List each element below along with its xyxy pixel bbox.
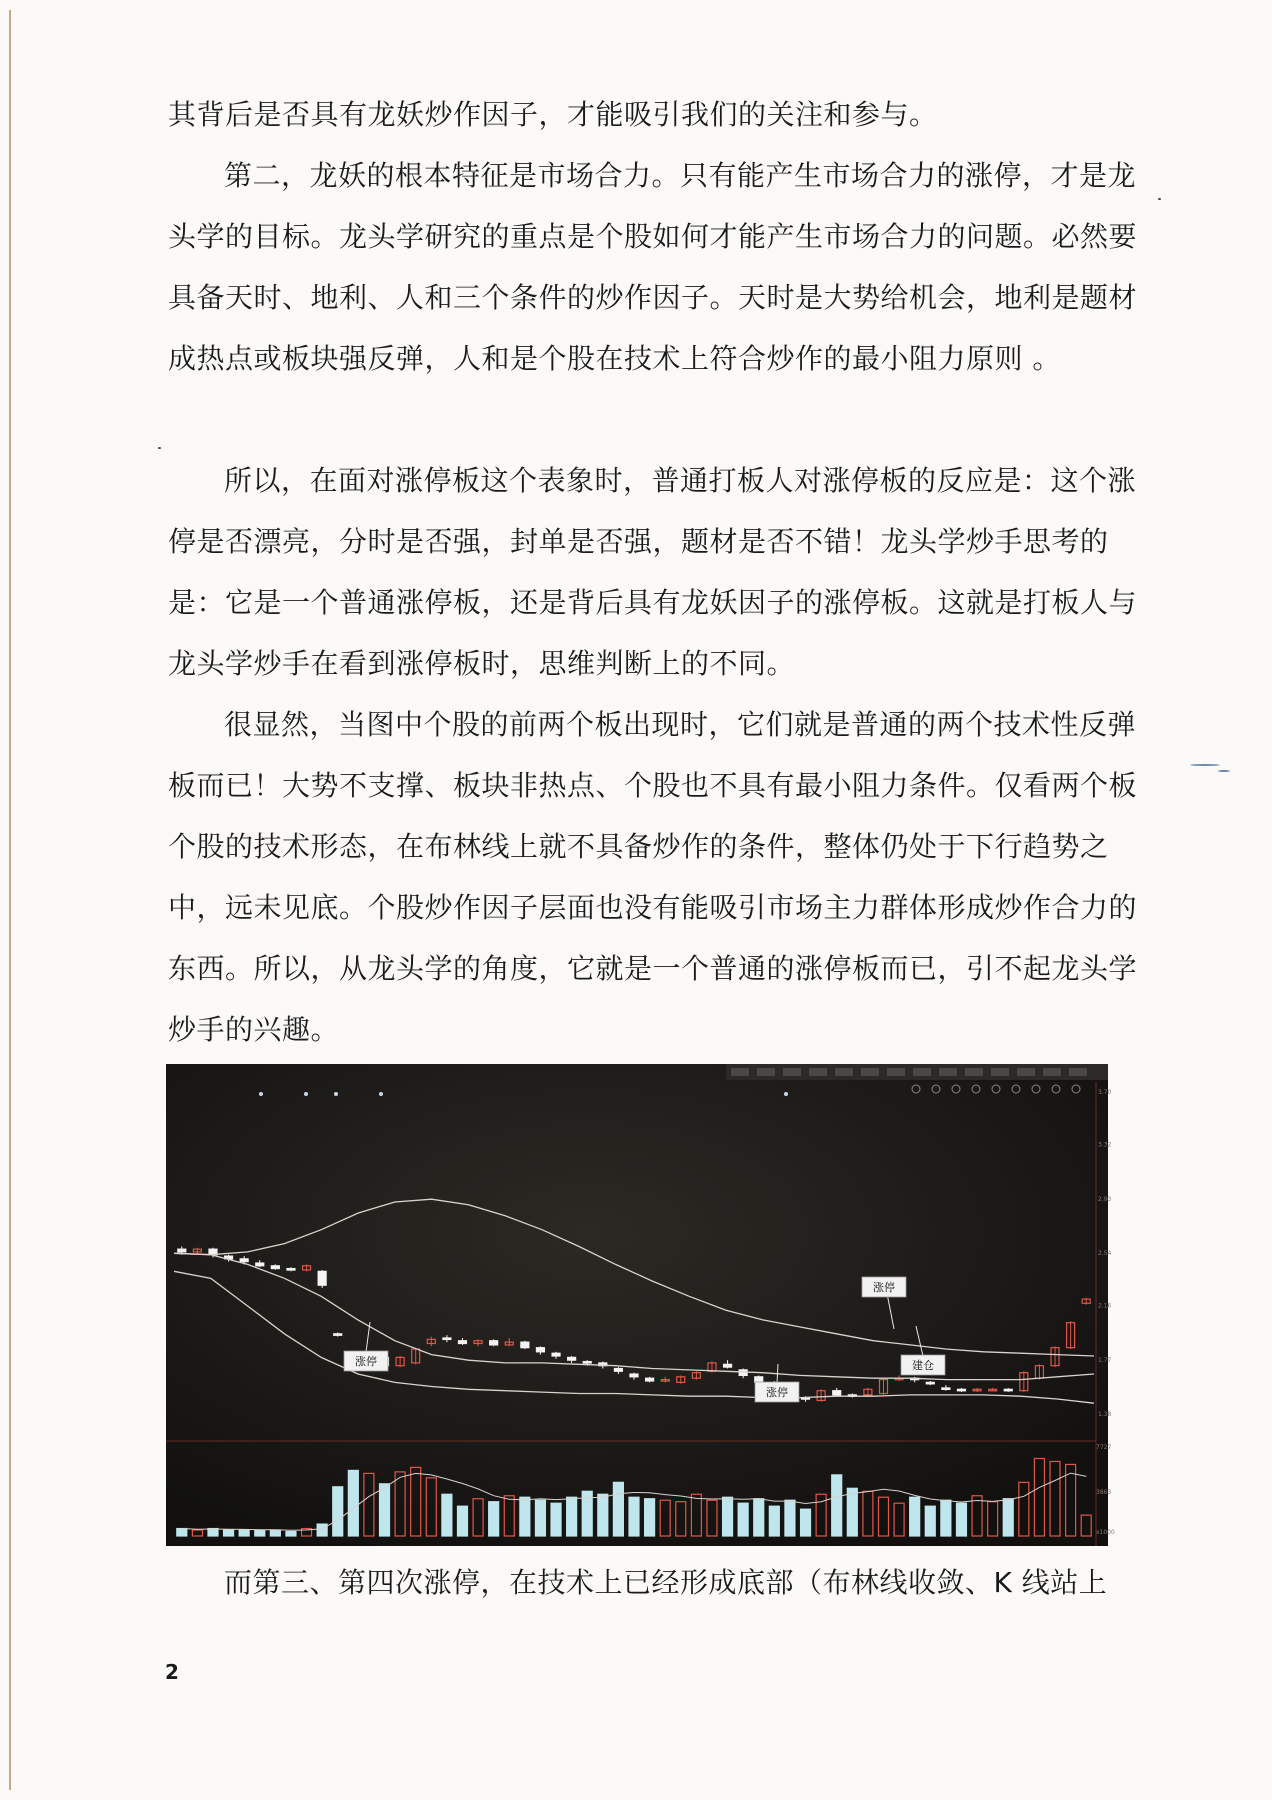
- candle-body: [287, 1269, 295, 1271]
- volume-bar: [224, 1530, 234, 1536]
- price-tick-label: 2.93: [1098, 1195, 1112, 1203]
- signal-dot: [334, 1092, 338, 1096]
- scan-mark: [1190, 764, 1220, 766]
- paragraph-3: 所以，在面对涨停板这个表象时，普通打板人对涨停板的反应是：这个涨停是否漂亮，分时是否强，封单是否强，题材是否不错！龙头学炒手思考的是：它是一个普通涨停板，还是背后具有龙妖因子的涨停板。这就是打板人与龙头学炒手在看到涨停板时，思维判断上的不同。: [168, 464, 1138, 680]
- candle-body: [443, 1338, 451, 1340]
- toolbar-button: [913, 1068, 931, 1076]
- volume-bar: [567, 1497, 577, 1536]
- candle-body: [178, 1249, 186, 1252]
- volume-bar: [457, 1506, 467, 1536]
- paragraph-1: 其背后是否具有龙妖炒作因子，才能吸引我们的关注和参与。: [168, 98, 938, 131]
- scan-speck: [1158, 198, 1161, 200]
- signal-dot: [259, 1092, 263, 1096]
- candle-body: [926, 1382, 934, 1384]
- toolbar-button: [757, 1068, 775, 1076]
- volume-tick-label: x1000: [1096, 1529, 1115, 1536]
- volume-bar: [925, 1506, 935, 1536]
- candle-body: [490, 1341, 498, 1345]
- price-tick-label: 2.54: [1098, 1249, 1112, 1257]
- candle-body: [458, 1341, 466, 1344]
- candle-body: [755, 1377, 763, 1383]
- volume-tick-label: 3863: [1096, 1489, 1112, 1496]
- toolbar-button: [1043, 1068, 1061, 1076]
- toolbar-button: [939, 1068, 957, 1076]
- volume-bar: [317, 1524, 327, 1536]
- paragraph-2: 第二，龙妖的根本特征是市场合力。只有能产生市场合力的涨停，才是龙头学的目标。龙头学研究的重点是个股如何才能产生市场合力的问题。必然要具备天时、地利、人和三个条件的炒作因子。天时是大势给机会，地利是题材成热点或板块强反弹，人和是个股在技术上符合炒作的最小阻力原则 。: [168, 159, 1138, 375]
- volume-bar: [910, 1497, 920, 1536]
- candle-body: [536, 1348, 544, 1352]
- volume-bar: [239, 1530, 249, 1536]
- price-tick-label: 1.77: [1098, 1356, 1112, 1364]
- annotation-label: 涨停: [873, 1281, 895, 1294]
- candle-body: [957, 1389, 965, 1391]
- scan-speck: [158, 447, 161, 449]
- volume-bar: [941, 1500, 951, 1536]
- volume-bar: [177, 1529, 187, 1536]
- scan-mark: [1218, 770, 1230, 772]
- candle-body: [552, 1353, 560, 1356]
- volume-bar: [520, 1497, 530, 1536]
- volume-bar: [333, 1487, 343, 1536]
- volume-bar: [1003, 1499, 1013, 1536]
- candle-body: [833, 1391, 841, 1395]
- candle-body: [646, 1378, 654, 1381]
- candle-body: [724, 1364, 732, 1367]
- volume-bar: [348, 1470, 358, 1536]
- volume-bar: [629, 1497, 639, 1536]
- volume-bar: [208, 1529, 218, 1536]
- volume-bar: [956, 1503, 966, 1536]
- volume-bar: [286, 1532, 296, 1536]
- volume-bar: [380, 1484, 390, 1536]
- toolbar-button: [783, 1068, 801, 1076]
- candle-body: [1004, 1389, 1012, 1391]
- candle-body: [583, 1362, 591, 1364]
- paragraph-4: 很显然，当图中个股的前两个板出现时，它们就是普通的两个技术性反弹板而已！大势不支撑、板块非热点、个股也不具有最小阻力条件。仅看两个板个股的技术形态，在布林线上就不具备炒作的条件，整体仍处于下行趋势之中，远未见底。个股炒作因子层面也没有能吸引市场主力群体形成炒作合力的东西。所以，从龙头学的角度，它就是一个普通的涨停板而已，引不起龙头学炒手的兴趣。: [168, 708, 1138, 1046]
- volume-bar: [723, 1497, 733, 1536]
- signal-dot: [379, 1092, 383, 1096]
- volume-bar: [598, 1494, 608, 1536]
- price-tick-label: 2.16: [1098, 1302, 1112, 1310]
- volume-bar: [801, 1509, 811, 1536]
- signal-dot: [784, 1092, 788, 1096]
- toolbar-button: [809, 1068, 827, 1076]
- page-margin-line: [9, 10, 11, 1790]
- volume-bar: [551, 1503, 561, 1536]
- volume-bar: [785, 1500, 795, 1536]
- volume-bar: [270, 1530, 280, 1536]
- volume-bar: [769, 1506, 779, 1536]
- volume-bar: [832, 1475, 842, 1536]
- toolbar-button: [887, 1068, 905, 1076]
- candle-body: [334, 1334, 342, 1336]
- signal-dot: [304, 1092, 308, 1096]
- toolbar-button: [1069, 1068, 1087, 1076]
- volume-bar: [738, 1503, 748, 1536]
- volume-bar: [255, 1530, 265, 1536]
- volume-bar: [847, 1488, 857, 1536]
- stock-chart-svg: [166, 1064, 1115, 1546]
- price-tick-label: 1.38: [1098, 1410, 1112, 1418]
- toolbar-button: [991, 1068, 1009, 1076]
- volume-bar: [535, 1500, 545, 1536]
- toolbar-button: [731, 1068, 749, 1076]
- toolbar-button: [835, 1068, 853, 1076]
- candle-body: [630, 1374, 638, 1377]
- volume-bar: [613, 1482, 623, 1536]
- price-tick-label: 3.70: [1098, 1088, 1112, 1096]
- stock-chart: [166, 1064, 1115, 1546]
- annotation-label: 涨停: [766, 1386, 788, 1399]
- candle-body: [240, 1259, 248, 1262]
- volume-bar: [754, 1499, 764, 1536]
- candle-body: [318, 1271, 326, 1285]
- toolbar-button: [861, 1068, 879, 1076]
- toolbar-button: [1017, 1068, 1035, 1076]
- volume-tick-label: 7727: [1096, 1444, 1112, 1451]
- paragraph-5: 而第三、第四次涨停，在技术上已经形成底部（布林线收敛、K 线站上: [224, 1566, 1108, 1599]
- candle-body: [256, 1263, 264, 1266]
- annotation-label: 涨停: [355, 1355, 377, 1368]
- chart-background: [166, 1064, 1108, 1546]
- price-tick-label: 3.32: [1098, 1141, 1112, 1149]
- candle-body: [942, 1388, 950, 1390]
- toolbar-button: [965, 1068, 983, 1076]
- volume-bar: [645, 1499, 655, 1536]
- volume-bar: [442, 1494, 452, 1536]
- annotation-label: 建仓: [912, 1359, 934, 1372]
- volume-bar: [489, 1502, 499, 1536]
- candle-body: [271, 1266, 279, 1269]
- page-number: 2: [165, 1660, 179, 1684]
- candle-body: [521, 1342, 529, 1348]
- candle-body: [614, 1368, 622, 1371]
- candle-body: [568, 1357, 576, 1360]
